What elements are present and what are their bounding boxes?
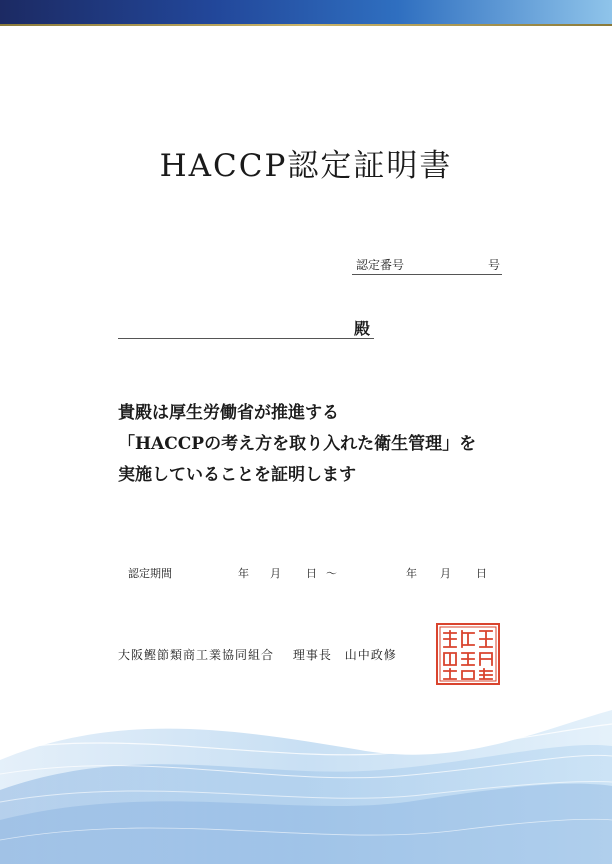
period-end-month: 月 [440,567,451,580]
period-label: 認定期間 [128,567,172,580]
issuer-line [118,646,397,663]
certificate-number-suffix: 号 [487,258,500,272]
period-start-year: 年 [238,567,249,580]
decorative-waves [0,690,612,864]
certificate-title: HACCP認定証明書 [159,148,453,184]
certificate-number-line [352,256,502,275]
issuer-organization: 大阪鰹節類商工業協同組合 [118,648,275,662]
recipient-honorific: 殿 [353,319,370,338]
period-end-year: 年 [406,567,417,580]
certificate-number-label: 認定番号 [356,258,405,272]
period-tilde: ～ [326,567,337,580]
recipient-line [118,316,374,339]
period-start-month: 月 [270,567,281,580]
certificate-body [118,398,538,491]
official-seal-icon [434,621,502,687]
period-end-day: 日 [476,567,487,580]
body-line-1: 貴殿は厚生労働省が推進する [118,403,339,423]
issuer-role: 理事長 [292,648,332,662]
gold-stripe [0,24,612,26]
period-start-day: 日 [306,567,317,580]
top-decorative-band [0,0,612,26]
issuer-name: 山中政修 [344,648,397,662]
certification-period [128,565,508,581]
body-line-3: 実施していることを証明します [118,465,356,485]
body-line-2: 「HACCPの考え方を取り入れた衛生管理」を [118,434,477,454]
